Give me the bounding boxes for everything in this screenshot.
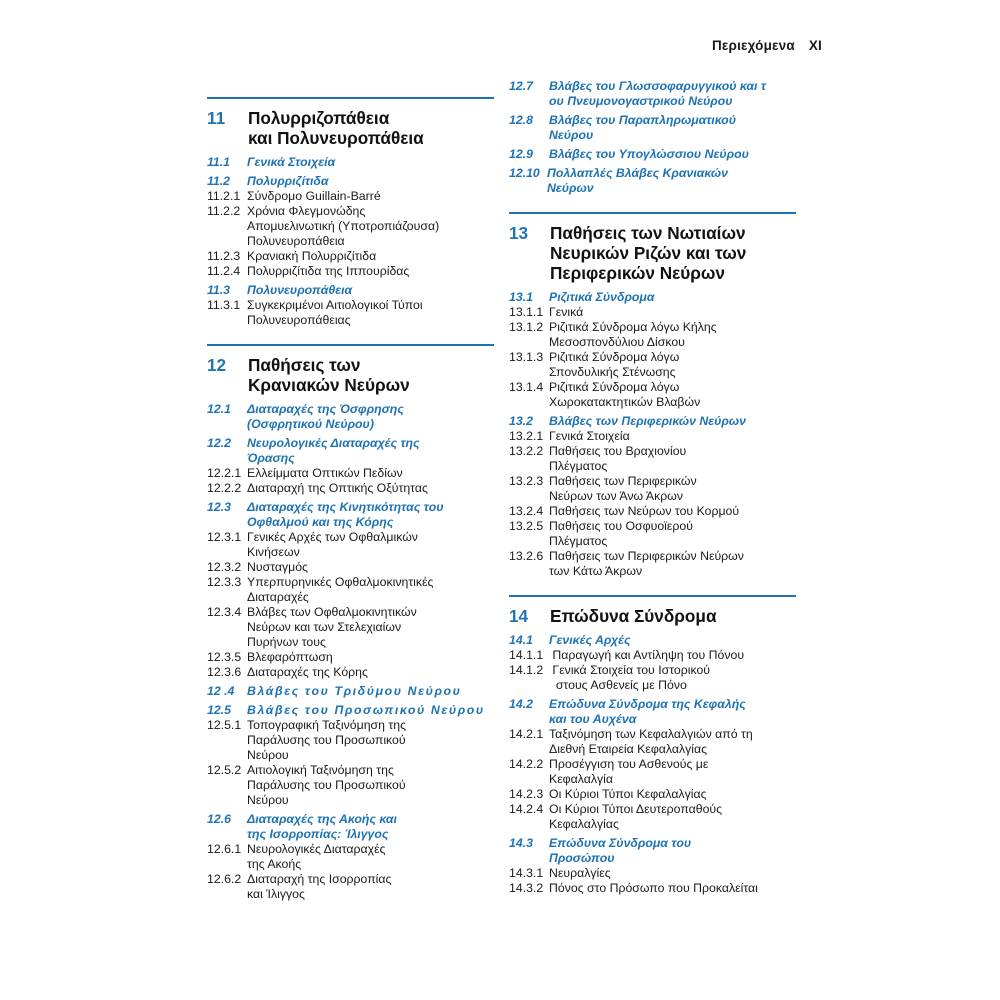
subsection-title bbox=[247, 575, 494, 605]
entry-title-line: Γενικά Στοιχεία του Ιστορικού bbox=[549, 663, 711, 677]
entry-title-line: Παθήσεις του Οσφυοϊερού bbox=[549, 519, 693, 533]
subsection-title bbox=[247, 204, 494, 249]
toc-section[interactable] bbox=[509, 633, 796, 648]
section-number: 12.10 bbox=[509, 166, 540, 180]
chapter-heading[interactable] bbox=[509, 223, 796, 283]
entry-title-line: Κεφαλαλγίας bbox=[549, 817, 619, 831]
subsection-number: 13.2.2 bbox=[509, 444, 544, 458]
chapter-entries bbox=[509, 290, 796, 579]
entry-title-line: Πυρήνων τους bbox=[247, 635, 326, 649]
toc-subsection[interactable] bbox=[207, 189, 494, 204]
entry-title-line: Παθήσεις των Νεύρων του Κορμού bbox=[549, 504, 740, 518]
subsection-title bbox=[247, 298, 494, 328]
section-number: 12.3 bbox=[207, 500, 231, 514]
entry-title-line: Νεύρων και των Στελεχιαίων bbox=[247, 620, 402, 634]
subsection-title bbox=[247, 249, 494, 264]
subsection-number: 14.3.2 bbox=[509, 881, 544, 895]
entry-title-line: Βλάβες των Περιφερικών Νεύρων bbox=[549, 414, 746, 428]
chapter-title bbox=[550, 606, 796, 626]
subsection-title bbox=[549, 350, 796, 380]
entry-title-line: Προσέγγιση του Ασθενούς με bbox=[549, 757, 709, 771]
entry-title-line: της Ακοής bbox=[247, 857, 302, 871]
entry-title-line: Βλάβες των Οφθαλμοκινητικών bbox=[247, 605, 417, 619]
subsection-title bbox=[549, 549, 796, 579]
entry-title-line: Βλάβες του Παραπληρωματικού bbox=[549, 113, 736, 127]
section-title bbox=[549, 113, 796, 143]
entry-title-line: (Οσφρητικού Νεύρου) bbox=[247, 417, 374, 431]
chapter-title-line: Επώδυνα Σύνδρομα bbox=[550, 606, 717, 626]
entry-title-line: Απομυελινωτική (Υποτροπιάζουσα) bbox=[247, 219, 440, 233]
subsection-number: 13.1.2 bbox=[509, 320, 544, 334]
entry-title-line: Κινήσεων bbox=[247, 545, 300, 559]
entry-title-line: Νεύρου bbox=[247, 793, 289, 807]
entry-title-line: Αιτιολογική Ταξινόμηση της bbox=[247, 763, 394, 777]
entry-title-line: Πολυνευροπάθεια bbox=[247, 283, 353, 297]
subsection-title bbox=[247, 718, 494, 763]
subsection-number: 12.6.2 bbox=[207, 872, 242, 886]
subsection-title bbox=[549, 648, 796, 663]
entry-title-line: Βλεφαρόπτωση bbox=[247, 650, 333, 664]
chapter-entries bbox=[207, 155, 494, 328]
subsection-title bbox=[247, 560, 494, 575]
subsection-title bbox=[549, 727, 796, 757]
subsection-title bbox=[247, 264, 494, 279]
chapter-divider bbox=[509, 595, 796, 597]
subsection-number: 11.2.3 bbox=[207, 249, 241, 263]
entry-title-line: Σπονδυλικής Στένωσης bbox=[549, 365, 676, 379]
section-number: 13.1 bbox=[509, 290, 533, 304]
subsection-title bbox=[247, 481, 494, 496]
entry-title-line: Ταξινόμηση των Κεφαλαλγιών από τη bbox=[549, 727, 753, 741]
chapter bbox=[509, 79, 796, 196]
toc-subsection[interactable] bbox=[509, 727, 796, 757]
subsection-title bbox=[549, 429, 796, 444]
toc-subsection[interactable] bbox=[207, 605, 494, 650]
entry-title-line: της Ισορροπίας: Ίλιγγος bbox=[247, 827, 389, 841]
chapter-title bbox=[248, 108, 494, 148]
entry-title-line: Ριζιτικά Σύνδρομα λόγω Κήλης bbox=[549, 320, 717, 334]
page-header bbox=[712, 38, 822, 53]
toc-section[interactable] bbox=[509, 836, 796, 866]
toc-section[interactable] bbox=[509, 290, 796, 305]
toc-subsection[interactable] bbox=[509, 663, 796, 693]
subsection-title bbox=[549, 787, 796, 802]
toc-section[interactable] bbox=[207, 402, 494, 432]
chapter-title-line: Κρανιακών Νεύρων bbox=[248, 375, 410, 395]
entry-title-line: Τοπογραφική Ταξινόμηση της bbox=[247, 718, 407, 732]
section-title bbox=[547, 166, 796, 196]
chapter bbox=[509, 595, 796, 896]
subsection-number: 14.2.2 bbox=[509, 757, 544, 771]
subsection-number: 12.5.1 bbox=[207, 718, 242, 732]
toc-section[interactable] bbox=[207, 283, 494, 298]
section-title bbox=[247, 500, 494, 530]
toc-subsection[interactable] bbox=[509, 429, 796, 444]
entry-title-line: Πολυνευροπάθειας bbox=[247, 313, 351, 327]
section-number: 12.2 bbox=[207, 436, 231, 450]
toc-subsection[interactable] bbox=[207, 575, 494, 605]
chapter-heading[interactable] bbox=[509, 606, 796, 626]
chapter-divider bbox=[509, 212, 796, 214]
subsection-number: 12.3.1 bbox=[207, 530, 242, 544]
section-number: 12.5 bbox=[207, 703, 231, 717]
chapter-title bbox=[550, 223, 796, 283]
section-number: 12.7 bbox=[509, 79, 533, 93]
entry-title-line: Παράλυσης του Προσωπικού bbox=[247, 733, 406, 747]
subsection-title bbox=[247, 665, 494, 680]
entry-title-line: Προσώπου bbox=[549, 851, 615, 865]
subsection-number: 11.2.2 bbox=[207, 204, 241, 218]
section-title bbox=[247, 812, 494, 842]
toc-subsection[interactable] bbox=[207, 842, 494, 872]
toc-section[interactable] bbox=[509, 414, 796, 429]
subsection-title bbox=[549, 757, 796, 787]
entry-title-line: Διαταραχές της Ακοής και bbox=[247, 812, 397, 826]
section-number: 14.3 bbox=[509, 836, 533, 850]
subsection-title bbox=[247, 189, 494, 204]
toc-subsection[interactable] bbox=[509, 320, 796, 350]
entry-title-line: Πολυνευροπάθεια bbox=[247, 234, 345, 248]
subsection-number: 11.3.1 bbox=[207, 298, 241, 312]
entry-title-line: Διεθνή Εταιρεία Κεφαλαλγίας bbox=[549, 742, 708, 756]
entry-title-line: Κρανιακή Πολυρριζίτιδα bbox=[247, 249, 377, 263]
toc-subsection[interactable] bbox=[207, 481, 494, 496]
entry-title-line: Διαταραχές της Κινητικότητας του bbox=[247, 500, 444, 514]
section-title bbox=[549, 633, 796, 648]
entry-title-line: Υπερπυρηνικές Οφθαλμοκινητικές bbox=[247, 575, 434, 589]
subsection-title bbox=[549, 519, 796, 549]
toc-section[interactable] bbox=[207, 703, 494, 718]
page-number: XI bbox=[808, 38, 822, 53]
section-number: 11.2 bbox=[207, 174, 231, 188]
subsection-number: 11.2.4 bbox=[207, 264, 241, 278]
toc-subsection[interactable] bbox=[509, 757, 796, 787]
entry-title-line: των Κάτω Άκρων bbox=[549, 564, 643, 578]
subsection-title bbox=[549, 866, 796, 881]
toc-subsection[interactable] bbox=[207, 665, 494, 680]
entry-title-line: Παθήσεις των Περιφερικών Νεύρων bbox=[549, 549, 744, 563]
section-number: 14.2 bbox=[509, 697, 533, 711]
entry-title-line: Νεύρων των Άνω Άκρων bbox=[549, 489, 683, 503]
toc-subsection[interactable] bbox=[207, 763, 494, 808]
subsection-number: 14.2.1 bbox=[509, 727, 544, 741]
toc-subsection[interactable] bbox=[509, 881, 796, 896]
subsection-title bbox=[549, 504, 796, 519]
toc-subsection[interactable] bbox=[509, 350, 796, 380]
toc-subsection[interactable] bbox=[207, 560, 494, 575]
entry-title-line: Χωροκατακτητικών Βλαβών bbox=[549, 395, 701, 409]
entry-title-line: Ελλείμματα Οπτικών Πεδίων bbox=[247, 466, 403, 480]
entry-title-line: και Ίλιγγος bbox=[247, 887, 305, 901]
entry-title-line: Νευρολογικές Διαταραχές της bbox=[247, 436, 420, 450]
toc-section[interactable] bbox=[509, 697, 796, 727]
entry-title-line: Διαταραχές της Όσφρησης bbox=[247, 402, 404, 416]
subsection-title bbox=[549, 320, 796, 350]
entry-title-line: Ριζιτικά Σύνδρομα λόγω bbox=[549, 380, 680, 394]
toc-subsection[interactable] bbox=[509, 380, 796, 410]
chapter-title-line: Παθήσεις των bbox=[248, 355, 361, 375]
entry-title-line: Διαταραχή της Οπτικής Οξύτητας bbox=[247, 481, 428, 495]
toc-subsection[interactable] bbox=[509, 305, 796, 320]
section-number: 12.9 bbox=[509, 147, 533, 161]
subsection-number: 14.1.2 bbox=[509, 663, 544, 677]
entry-title-line: Επώδυνα Σύνδρομα της Κεφαλής bbox=[549, 697, 746, 711]
section-title bbox=[549, 414, 796, 429]
subsection-number: 13.2.1 bbox=[509, 429, 544, 443]
toc-section[interactable] bbox=[509, 113, 796, 143]
header-title: Περιεχόμενα bbox=[711, 38, 795, 53]
chapter-number: 14 bbox=[509, 606, 529, 626]
entry-title-line: Νυσταγμός bbox=[247, 560, 308, 574]
toc-section[interactable] bbox=[207, 436, 494, 466]
toc-section[interactable] bbox=[509, 147, 796, 162]
section-title bbox=[247, 684, 494, 699]
subsection-number: 12.6.1 bbox=[207, 842, 242, 856]
entry-title-line: Βλάβες του Γλωσσοφαρυγγικού και τ bbox=[549, 79, 766, 93]
toc-subsection[interactable] bbox=[509, 519, 796, 549]
subsection-title bbox=[247, 650, 494, 665]
chapter-number: 11 bbox=[207, 108, 226, 128]
subsection-number: 12.3.4 bbox=[207, 605, 242, 619]
subsection-title bbox=[247, 872, 494, 902]
chapter-divider bbox=[207, 344, 494, 346]
section-title bbox=[549, 290, 796, 305]
toc-section[interactable] bbox=[509, 79, 796, 109]
chapter-title-line: και Πολυνευροπάθεια bbox=[248, 128, 424, 148]
entry-title-line: Πολυρριζίτιδα της Ιππουρίδας bbox=[247, 264, 410, 278]
toc-subsection[interactable] bbox=[509, 549, 796, 579]
entry-title-line: Βλάβες του Προσωπικού Νεύρου bbox=[247, 703, 485, 717]
toc-section[interactable] bbox=[207, 812, 494, 842]
toc-column-right bbox=[509, 79, 796, 912]
subsection-number: 13.2.5 bbox=[509, 519, 544, 533]
toc-subsection[interactable] bbox=[207, 298, 494, 328]
entry-title-line: Διαταραχές της Κόρης bbox=[247, 665, 368, 679]
entry-title-line: Όρασης bbox=[247, 451, 295, 465]
toc-subsection[interactable] bbox=[207, 718, 494, 763]
entry-title-line: Ριζιτικά Σύνδρομα λόγω bbox=[549, 350, 680, 364]
toc-subsection[interactable] bbox=[509, 802, 796, 832]
entry-title-line: Νευρολογικές Διαταραχές bbox=[247, 842, 386, 856]
subsection-number: 11.2.1 bbox=[207, 189, 241, 203]
entry-title-line: και του Αυχένα bbox=[549, 712, 637, 726]
section-title bbox=[247, 703, 494, 718]
subsection-title bbox=[247, 466, 494, 481]
section-number: 12.8 bbox=[509, 113, 533, 127]
subsection-title bbox=[247, 530, 494, 560]
chapter-divider bbox=[207, 97, 494, 99]
entry-title-line: Γενικά Στοιχεία bbox=[549, 429, 630, 443]
toc-subsection[interactable] bbox=[509, 787, 796, 802]
section-title bbox=[247, 402, 494, 432]
entry-title-line: Επώδυνα Σύνδρομα του bbox=[549, 836, 692, 850]
chapter-number: 12 bbox=[207, 355, 227, 375]
entry-title-line: Οι Κύριοι Τύποι Κεφαλαλγίας bbox=[549, 787, 707, 801]
toc-subsection[interactable] bbox=[509, 866, 796, 881]
toc-subsection[interactable] bbox=[207, 466, 494, 481]
chapter-title-line: Παθήσεις των Νωτιαίων bbox=[550, 223, 746, 243]
section-title bbox=[549, 79, 796, 109]
subsection-number: 13.2.6 bbox=[509, 549, 544, 563]
entry-title-line: Παθήσεις των Περιφερικών bbox=[549, 474, 697, 488]
entry-title-line: Νεύρων bbox=[547, 181, 594, 195]
section-number: 14.1 bbox=[509, 633, 533, 647]
chapter-number: 13 bbox=[509, 223, 529, 243]
chapter-heading[interactable] bbox=[207, 108, 494, 148]
subsection-number: 12.2.2 bbox=[207, 481, 242, 495]
toc-subsection[interactable] bbox=[207, 249, 494, 264]
entry-title-line: στους Ασθενείς με Πόνο bbox=[549, 678, 687, 692]
subsection-number: 13.1.4 bbox=[509, 380, 544, 394]
entry-title-line: Μεσοσπονδύλιου Δίσκου bbox=[549, 335, 685, 349]
chapter-title-line: Περιφερικών Νεύρων bbox=[550, 263, 725, 283]
section-title bbox=[247, 436, 494, 466]
chapter bbox=[207, 97, 494, 328]
section-number: 12.6 bbox=[207, 812, 231, 826]
toc-subsection[interactable] bbox=[207, 204, 494, 249]
entry-title-line: Γενικές Αρχές bbox=[549, 633, 631, 647]
entry-title-line: Παράλυσης του Προσωπικού bbox=[247, 778, 406, 792]
entry-title-line: ου Πνευμονογαστρικού Νεύρου bbox=[549, 94, 733, 108]
subsection-number: 12.3.6 bbox=[207, 665, 242, 679]
entry-title-line: Οι Κύριοι Τύποι Δευτεροπαθούς bbox=[549, 802, 723, 816]
entry-title-line: Πολυρριζίτιδα bbox=[247, 174, 329, 188]
toc-section[interactable] bbox=[509, 166, 796, 196]
subsection-number: 12.3.3 bbox=[207, 575, 242, 589]
toc-subsection[interactable] bbox=[509, 504, 796, 519]
entry-title-line: Κεφαλαλγία bbox=[549, 772, 613, 786]
entry-title-line: Πλέγματος bbox=[549, 534, 608, 548]
toc-subsection[interactable] bbox=[509, 648, 796, 663]
subsection-title bbox=[549, 802, 796, 832]
toc-subsection[interactable] bbox=[509, 474, 796, 504]
section-number: 11.1 bbox=[207, 155, 231, 169]
entry-title-line: Ριζιτικά Σύνδρομα bbox=[549, 290, 655, 304]
subsection-title bbox=[247, 763, 494, 808]
entry-title-line: Γενικά bbox=[549, 305, 584, 319]
section-number: 12.1 bbox=[207, 402, 231, 416]
subsection-title bbox=[549, 380, 796, 410]
subsection-number: 13.2.3 bbox=[509, 474, 544, 488]
entry-title-line: Βλάβες του Υπογλώσσιου Νεύρου bbox=[549, 147, 749, 161]
subsection-title bbox=[549, 663, 796, 693]
entry-title-line: Συγκεκριμένοι Αιτιολογικοί Τύποι bbox=[247, 298, 423, 312]
entry-title-line: Χρόνια Φλεγμονώδης bbox=[247, 204, 366, 218]
subsection-number: 12.3.5 bbox=[207, 650, 242, 664]
entry-title-line: Γενικά Στοιχεία bbox=[247, 155, 336, 169]
subsection-title bbox=[247, 842, 494, 872]
section-title bbox=[247, 174, 494, 189]
chapter-title-line: Πολυρριζοπάθεια bbox=[248, 108, 390, 128]
chapter-entries bbox=[207, 402, 494, 902]
entry-title-line: Παθήσεις του Βραχιονίου bbox=[549, 444, 687, 458]
subsection-number: 13.1.1 bbox=[509, 305, 544, 319]
section-title bbox=[549, 836, 796, 866]
subsection-number: 13.2.4 bbox=[509, 504, 544, 518]
section-number: 13.2 bbox=[509, 414, 533, 428]
entry-title-line: Πολλαπλές Βλάβες Κρανιακών bbox=[547, 166, 728, 180]
subsection-number: 12.3.2 bbox=[207, 560, 242, 574]
entry-title-line: Νεύρου bbox=[247, 748, 289, 762]
entry-title-line: Σύνδρομο Guillain-Barré bbox=[247, 189, 381, 203]
section-title bbox=[247, 155, 494, 170]
entry-title-line: Νεύρου bbox=[549, 128, 594, 142]
section-title bbox=[549, 697, 796, 727]
section-title bbox=[549, 147, 796, 162]
toc-section[interactable] bbox=[207, 684, 494, 699]
subsection-number: 14.3.1 bbox=[509, 866, 544, 880]
toc-column-left bbox=[207, 97, 494, 918]
subsection-number: 14.2.4 bbox=[509, 802, 544, 816]
subsection-title bbox=[247, 605, 494, 650]
chapter bbox=[207, 344, 494, 902]
toc-section[interactable] bbox=[207, 174, 494, 189]
subsection-number: 14.1.1 bbox=[509, 648, 544, 662]
section-title bbox=[247, 283, 494, 298]
chapter-title-line: Νευρικών Ριζών και των bbox=[550, 243, 747, 263]
chapter bbox=[509, 212, 796, 579]
entry-title-line: Νευραλγίες bbox=[549, 866, 611, 880]
toc-subsection[interactable] bbox=[207, 264, 494, 279]
toc-section[interactable] bbox=[207, 500, 494, 530]
subsection-title bbox=[549, 305, 796, 320]
subsection-number: 12.2.1 bbox=[207, 466, 242, 480]
toc-section[interactable] bbox=[207, 155, 494, 170]
toc-subsection[interactable] bbox=[207, 872, 494, 902]
subsection-title bbox=[549, 474, 796, 504]
section-number: 12 .4 bbox=[207, 684, 235, 698]
entry-title-line: Βλάβες του Τριδύμου Νεύρου bbox=[247, 684, 462, 698]
entry-title-line: Πλέγματος bbox=[549, 459, 608, 473]
entry-title-line: Γενικές Αρχές των Οφθαλμικών bbox=[247, 530, 418, 544]
toc-subsection[interactable] bbox=[207, 650, 494, 665]
chapter-entries bbox=[509, 633, 796, 896]
entry-title-line: Οφθαλμού και της Κόρης bbox=[247, 515, 394, 529]
subsection-title bbox=[549, 444, 796, 474]
chapter-title bbox=[248, 355, 494, 395]
toc-subsection[interactable] bbox=[207, 530, 494, 560]
entry-title-line: Διαταραχές bbox=[247, 590, 309, 604]
section-number: 11.3 bbox=[207, 283, 231, 297]
entry-title-line: Παραγωγή και Αντίληψη του Πόνου bbox=[549, 648, 745, 662]
subsection-number: 14.2.3 bbox=[509, 787, 544, 801]
chapter-entries bbox=[509, 79, 796, 196]
entry-title-line: Διαταραχή της Ισορροπίας bbox=[247, 872, 392, 886]
subsection-title bbox=[549, 881, 796, 896]
subsection-number: 13.1.3 bbox=[509, 350, 544, 364]
toc-subsection[interactable] bbox=[509, 444, 796, 474]
entry-title-line: Πόνος στο Πρόσωπο που Προκαλείται bbox=[549, 881, 758, 895]
subsection-number: 12.5.2 bbox=[207, 763, 242, 777]
chapter-heading[interactable] bbox=[207, 355, 494, 395]
